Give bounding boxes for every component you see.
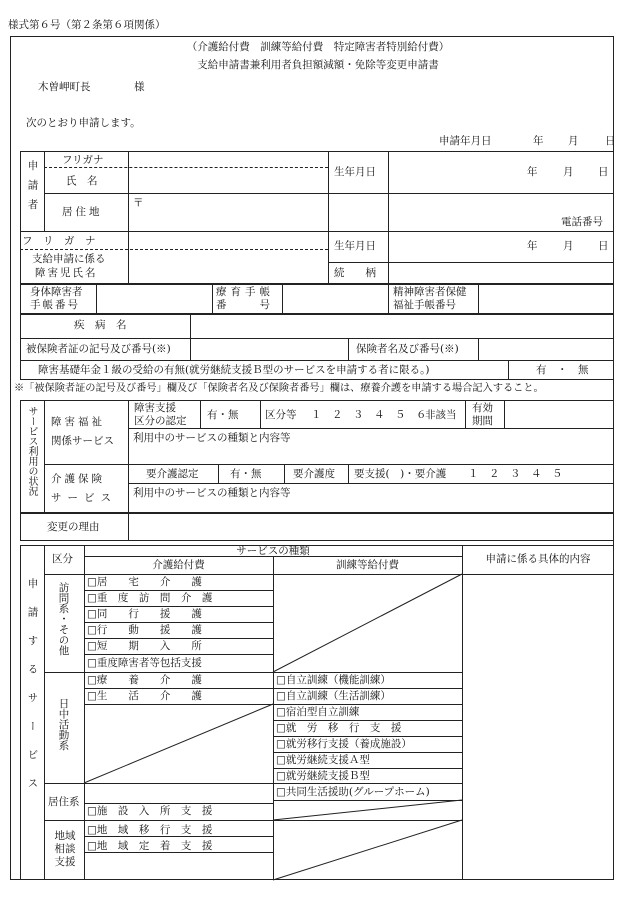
applicant-birth-year: 年 (527, 166, 538, 178)
kyoju-label: 居住系 (48, 796, 80, 808)
kaigo-using-label: 利用中のサービスの種類と内容等 (133, 487, 291, 499)
service-application-side-label: 申請するサービス (26, 578, 39, 806)
insurer-number-label: 保険者名及び番号(※) (356, 343, 459, 355)
detail-header: 申請に係る具体的内容 (485, 553, 591, 565)
care-level-label: 要介護度 (293, 468, 335, 480)
postal-mark: 〒 (133, 197, 144, 209)
nicchu-kunren-item[interactable]: □就労移行支援（養成施設） (276, 738, 412, 750)
pension-yes-no: 有 ・ 無 (536, 364, 589, 376)
kubun-header: 区分 (52, 553, 73, 565)
chiiki-item[interactable]: □地 域 移 行 支 援 (87, 824, 213, 836)
disease-label: 疾 病 名 (74, 319, 127, 331)
valid-period-label2: 期間 (472, 415, 493, 427)
kyoju-kunren-item[interactable]: □共同生活援助(グループホーム) (276, 786, 430, 798)
houmon-item[interactable]: □短 期 入 所 (87, 640, 202, 652)
kyoju-kaigo-item[interactable]: □施 設 入 所 支 援 (87, 805, 213, 817)
form-number: 様式第６号（第２条第６項関係） (8, 19, 166, 31)
houmon-item[interactable]: □同 行 援 護 (87, 608, 202, 620)
applicant-name-label: 氏 名 (66, 175, 98, 187)
kubun-numbers: １ ２ ３ ４ ５ ６ (311, 409, 427, 421)
child-birth-day: 日 (598, 240, 609, 252)
support-category-label2: 区分の認定 (134, 415, 187, 427)
houmon-label: 訪問系・その他 (57, 582, 70, 656)
form-title-line1: （介護給付費 訓練等給付費 特定障害者特別給付費） (186, 41, 450, 53)
mental-handbook-label2: 福祉手帳番号 (393, 299, 456, 311)
phone-label: 電話番号 (561, 216, 603, 228)
support-category-label1: 障害支援 (134, 402, 176, 414)
applicant-birth-label: 生年月日 (334, 166, 376, 178)
ryoiku-handbook-label1: 療育手帳 (216, 286, 274, 298)
nicchu-kunren-item[interactable]: □就 労 移 行 支 援 (276, 722, 402, 734)
kunren-header: 訓練等給付費 (336, 559, 399, 571)
child-birth-month: 月 (563, 240, 574, 252)
intro-text: 次のとおり申請します。 (26, 117, 141, 129)
pension-label: 障害基礎年金１級の受給の有無(就労継続支援Ｂ型のサービスを申請する者に限る。) (38, 364, 430, 376)
chiiki-label: 地域相談支援 (54, 830, 76, 868)
applicant-furigana-label: フリガナ (62, 154, 104, 166)
service-status-side-label: サービス利用の状況 (26, 406, 37, 496)
nicchu-kunren-item[interactable]: □宿泊型自立訓練 (276, 706, 360, 718)
kaigo-service-label1: 介護保険 (51, 473, 105, 485)
ryoiku-handbook-label2: 番 号 (216, 299, 274, 311)
houmon-item[interactable]: □行 動 援 護 (87, 624, 202, 636)
kubun-label: 区分等 (265, 409, 297, 421)
nicchu-label: 日中活動系 (57, 698, 70, 751)
hi-gaito: 非該当 (425, 409, 457, 421)
child-birth-year: 年 (527, 240, 538, 252)
apply-day: 日 (605, 135, 616, 147)
applicant-birth-month: 月 (563, 166, 574, 178)
relation-label: 続 柄 (334, 267, 376, 279)
care-level-numbers: １ ２ ３ ４ ５ (468, 468, 563, 480)
apply-month: 月 (568, 135, 579, 147)
nicchu-kunren-item[interactable]: □自立訓練（生活訓練） (276, 690, 391, 702)
insured-number-label: 被保険者証の記号及び番号(※) (26, 343, 171, 355)
houmon-item[interactable]: □重 度 訪 問 介 護 (87, 592, 213, 604)
support-category-yes-no: 有・無 (207, 409, 239, 421)
physical-handbook-label1: 身体障害者 (30, 286, 83, 298)
change-reason-label: 変更の理由 (47, 521, 100, 533)
welfare-service-label1: 障害福祉 (51, 416, 105, 428)
addressee: 木曽岬町長 (38, 81, 91, 93)
applicant-birth-day: 日 (598, 166, 609, 178)
care-cert-yes-no: 有・無 (230, 468, 262, 480)
applicant-side-label: 申請者 (26, 160, 39, 219)
nicchu-kunren-item[interactable]: □自立訓練（機能訓練） (276, 674, 391, 686)
child-furigana-label: フ リ ガ ナ (22, 235, 96, 247)
chiiki-item[interactable]: □地 域 定 着 支 援 (87, 840, 213, 852)
care-cert-label: 要介護認定 (146, 468, 199, 480)
note-text: ※「被保険者証の記号及び番号」欄及び「保険者名及び保険者番号」欄は、療養介護を申請する場合記入すること。 (14, 383, 544, 394)
apply-year: 年 (533, 135, 544, 147)
welfare-using-label: 利用中のサービスの種類と内容等 (133, 432, 291, 444)
service-type-header: サービスの種類 (236, 545, 310, 557)
nicchu-kaigo-item[interactable]: □生 活 介 護 (87, 690, 202, 702)
kaigo-service-label2: サービス (51, 492, 117, 504)
applicant-address-label: 居住地 (62, 206, 103, 218)
form-title-line2: 支給申請書兼利用者負担額減額・免除等変更申請書 (197, 59, 439, 71)
kaigo-header: 介護給付費 (152, 559, 205, 571)
welfare-service-label2: 関係サービス (51, 435, 114, 447)
addressee-suffix: 様 (134, 81, 145, 93)
nicchu-kaigo-item[interactable]: □療 養 介 護 (87, 674, 202, 686)
child-label-line2: 障害児氏名 (35, 267, 98, 279)
physical-handbook-label2: 手帳番号 (30, 299, 80, 311)
nicchu-kunren-item[interactable]: □就労継続支援Ｂ型 (276, 770, 370, 782)
houmon-item[interactable]: □居 宅 介 護 (87, 576, 202, 588)
support-care-label: 要支援( )・要介護 (354, 468, 447, 480)
child-birth-label: 生年月日 (334, 240, 376, 252)
apply-date-label: 申請年月日 (439, 135, 492, 147)
valid-period-label1: 有効 (472, 402, 493, 414)
nicchu-kunren-item[interactable]: □就労継続支援Ａ型 (276, 754, 370, 766)
mental-handbook-label1: 精神障害者保健 (393, 286, 467, 298)
houmon-item[interactable]: □重度障害者等包括支援 (87, 657, 202, 669)
child-label-line1: 支給申請に係る (32, 253, 106, 265)
